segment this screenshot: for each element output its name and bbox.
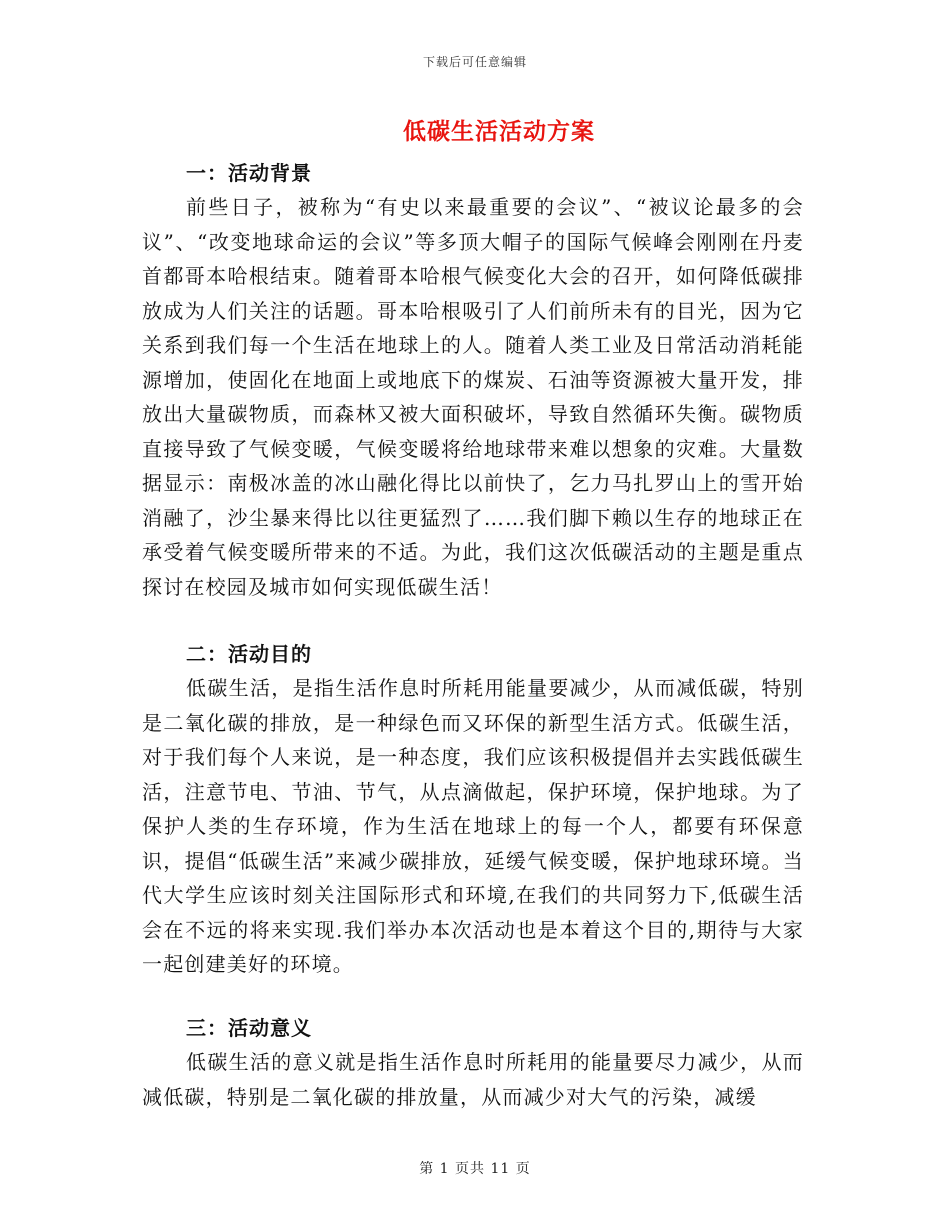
section-body-significance: 低碳生活的意义就是指生活作息时所耗用的能量要尽力减少，从而减低碳，特别是二氧化碳的排放量，从而减少对大气的污染，减缓 — [142, 1050, 804, 1109]
section-body-purpose: 低碳生活，是指生活作息时所耗用能量要减少，从而减低碳，特别是二氧化碳的排放，是一种绿色而又环保的新型生活方式。低碳生活，对于我们每个人来说，是一种态度，我们应该积极提倡并去实践低碳生活，注意节电、节油、节气，从点滴做起，保护环境，保护地球。为了保护人类的生存环境，作为生活在地球上的每一个人，都要有环保意识，提倡“低碳生活”来减少碳排放，延缓气候变暖，保护地球环境。当代大学生应该时刻关注国际形式和环境,在我们的共同努力下,低碳生活会在不远的将来实现.我们举办本次活动也是本着这个目的,期待与大家一起创建美好的环境。 — [142, 676, 804, 976]
section-heading-significance: 三：活动意义 — [186, 1016, 312, 1040]
section-heading-background: 一：活动背景 — [186, 161, 312, 185]
document-title: 低碳生活活动方案 — [403, 118, 595, 145]
page-header-note: 下载后可任意编辑 — [422, 55, 527, 69]
page-number-footer: 第 1 页共 11 页 — [419, 1161, 531, 1177]
section-body-background: 前些日子，被称为“有史以来最重要的会议”、“被议论最多的会议”、“改变地球命运的会议”等多顶大帽子的国际气候峰会刚刚在丹麦首都哥本哈根结束。随着哥本哈根气候变化大会的召开，如何降低碳排放成为人们关注的话题。哥本哈根吸引了人们前所未有的目光，因为它关系到我们每一个生活在地球上的人。随着人类工业及日常活动消耗能源增加，使固化在地面上或地底下的煤炭、石油等资源被大量开发，排放出大量碳物质，而森林又被大面积破坏，导致自然循环失衡。碳物质直接导致了气候变暖，气候变暖将给地球带来难以想象的灾难。大量数据显示：南极冰盖的冰山融化得比以前快了，乞力马扎罗山上的雪开始消融了，沙尘暴来得比以往更猛烈了……我们脚下赖以生存的地球正在承受着气候变暖所带来的不适。为此，我们这次低碳活动的主题是重点探讨在校园及城市如何实现低碳生活！ — [142, 195, 804, 599]
section-heading-purpose: 二：活动目的 — [186, 642, 312, 666]
